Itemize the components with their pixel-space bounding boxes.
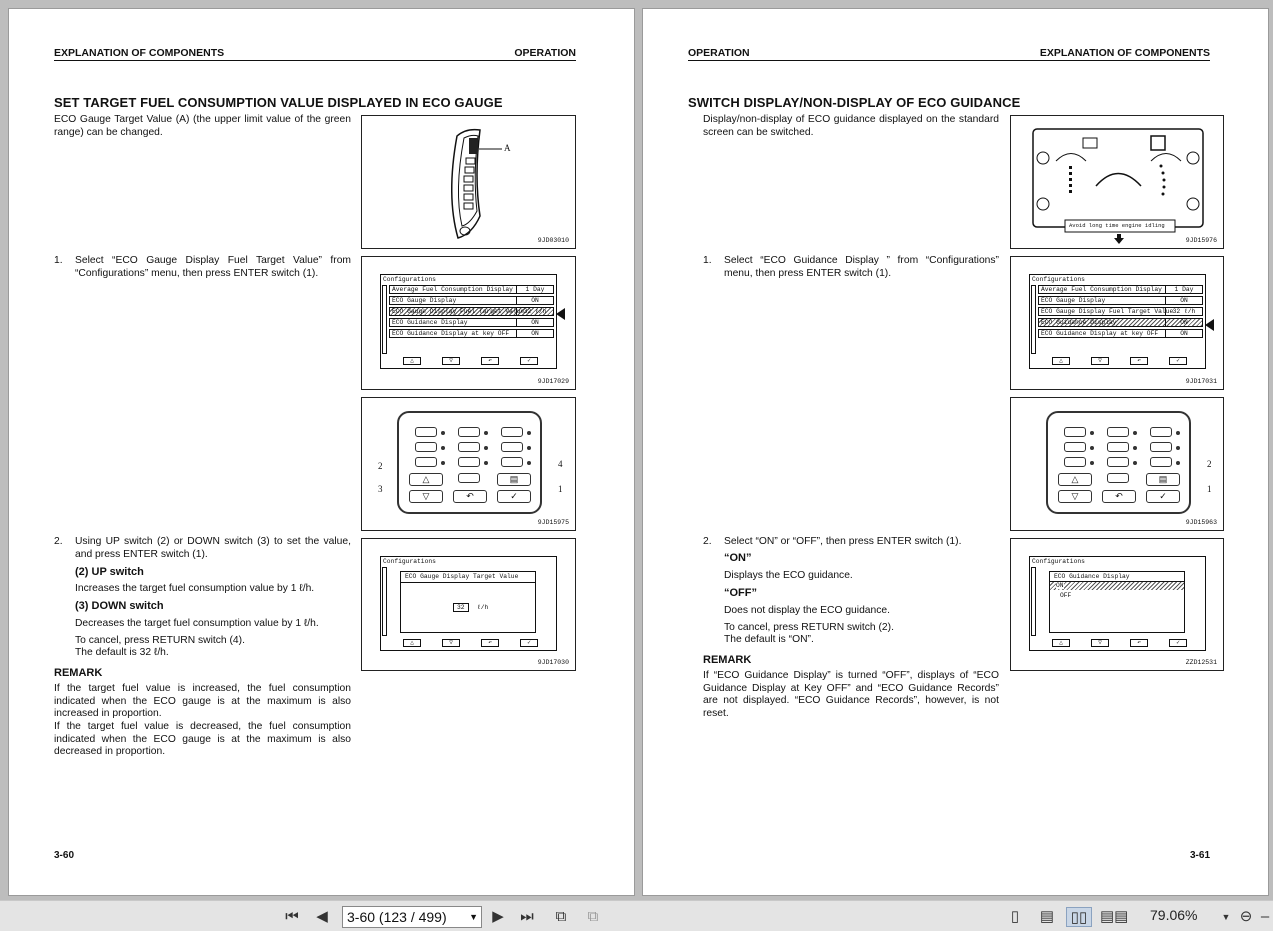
figure-code: 9JD17029: [537, 378, 569, 385]
return-icon: ↶: [481, 639, 499, 647]
continuous-view-icon[interactable]: ▤: [1039, 908, 1055, 925]
eco-gauge-figure: [361, 115, 576, 249]
option-off: OFF: [1060, 592, 1072, 599]
two-page-continuous-view-icon[interactable]: ▤▤: [1100, 908, 1129, 925]
eco-guidance-message: Avoid long time engine idling: [1069, 222, 1165, 229]
enter-icon: ✓: [1169, 357, 1187, 365]
callout-1: 1: [558, 484, 563, 494]
menu-row: ECO Guidance Display at key OFF ON: [389, 329, 554, 338]
page-right: [642, 8, 1269, 896]
remark-text: If “ECO Guidance Display” is turned “OFF”, displays of “ECO Guidance Display at Key OFF” and “ECO Guidance Records” are not displayed. “ECO Guidance Records”, however, is not reset.: [703, 670, 999, 720]
down-switch: ▽: [1058, 490, 1092, 503]
cancel-text: To cancel, press RETURN switch (2).: [724, 622, 894, 633]
callout-1: 1: [1207, 484, 1212, 494]
intro-text: ECO Gauge Target Value (A) (the upper limit value of the green range) can be changed.: [54, 114, 351, 138]
up-icon: △: [1052, 639, 1070, 647]
up-icon: △: [1052, 357, 1070, 365]
page-number-value: 3-60 (123 / 499): [347, 909, 447, 925]
scrollbar: [382, 285, 387, 354]
return-switch: ▤: [497, 473, 531, 486]
step-1-number: 1.: [703, 255, 712, 266]
switch-panel: [1046, 411, 1191, 514]
menu-row: ECO Gauge Display ON: [1038, 296, 1203, 305]
figure-code: ZZD12531: [1185, 659, 1217, 666]
target-value-dialog-figure: [361, 538, 576, 671]
enter-icon: ✓: [520, 357, 538, 365]
step-2-text: Using UP switch (2) or DOWN switch (3) to set the value, and press ENTER switch (1).: [75, 536, 351, 560]
header-right: EXPLANATION OF COMPONENTS: [1039, 47, 1210, 59]
page-number: 3-61: [1189, 850, 1210, 861]
callout-4: 4: [558, 459, 563, 469]
viewer-toolbar: [0, 900, 1273, 931]
down-switch-heading: (3) DOWN switch: [75, 600, 164, 612]
step-2-number: 2.: [54, 536, 63, 547]
step-2-number: 2.: [703, 536, 712, 547]
section-title: SET TARGET FUEL CONSUMPTION VALUE DISPLAYED IN ECO GAUGE: [54, 95, 503, 110]
gauge-callout-a: A: [504, 143, 511, 153]
return-icon: ↶: [481, 357, 499, 365]
zoom-out-icon[interactable]: ⊖: [1239, 908, 1253, 925]
figure-code: 9JD15963: [1185, 519, 1217, 526]
intro-text: Display/non-display of ECO guidance displayed on the standard screen can be switched.: [703, 114, 999, 138]
target-value-dialog: [400, 571, 536, 633]
figure-code: 9JD17031: [1185, 378, 1217, 385]
enter-switch: ✓: [497, 490, 531, 503]
step-2-text: Select “ON” or “OFF”, then press ENTER switch (1).: [724, 536, 962, 547]
guidance-dialog: [1049, 571, 1185, 633]
step-1-text: Select “ECO Guidance Display ” from “Configurations” menu, then press ENTER switch (1).: [724, 255, 999, 279]
menu-row-selected: ECO Guidance Display ON: [1038, 318, 1203, 327]
page-left: [8, 8, 635, 896]
header-right: OPERATION: [514, 47, 576, 59]
next-page-icon[interactable]: ▶: [492, 908, 504, 925]
pointer-arrow-icon: [1205, 319, 1214, 331]
configurations-screen: Configurations ECO Gauge Display Target Value 32 ℓ/h △ ▽ ↶ ✓: [380, 556, 557, 651]
monitor-figure: [1010, 115, 1224, 249]
step-1-number: 1.: [54, 255, 63, 266]
configurations-screen-figure: [1010, 256, 1224, 390]
header-left: EXPLANATION OF COMPONENTS: [54, 47, 225, 59]
up-icon: △: [403, 639, 421, 647]
menu-row: ECO Gauge Display ON: [389, 296, 554, 305]
menu-row: ECO Guidance Display at key OFF ON: [1038, 329, 1203, 338]
remark-heading: REMARK: [54, 667, 103, 679]
cancel-text: To cancel, press RETURN switch (4).: [75, 635, 245, 646]
step-1-text: Select “ECO Gauge Display Fuel Target Value” from “Configurations” menu, then press ENTER switch (1).: [75, 255, 351, 279]
enter-icon: ✓: [520, 639, 538, 647]
first-page-icon[interactable]: ⏮: [285, 908, 299, 925]
up-switch: △: [409, 473, 443, 486]
return-icon: ↶: [1130, 357, 1148, 365]
back-switch: ↶: [1102, 490, 1136, 503]
switch-panel: [397, 411, 542, 514]
up-icon: △: [403, 357, 421, 365]
two-page-view-icon[interactable]: ▯▯: [1066, 907, 1092, 927]
remark-heading: REMARK: [703, 654, 752, 666]
menu-row: Average Fuel Consumption Display 1 Day: [1038, 285, 1203, 294]
section-title: SWITCH DISPLAY/NON-DISPLAY OF ECO GUIDANCE: [688, 95, 1021, 110]
dialog-title: ECO Gauge Display Target Value: [405, 573, 519, 580]
menu-row-selected: ECO Gauge Display Fuel Target Value 32 ℓ/h: [389, 307, 554, 316]
callout-2: 2: [378, 461, 383, 471]
on-text: Displays the ECO guidance.: [724, 570, 853, 581]
chevron-down-icon[interactable]: ▼: [469, 912, 478, 922]
keypad-figure: [1010, 397, 1224, 531]
down-switch-text: Decreases the target fuel consumption value by 1 ℓ/h.: [75, 618, 319, 629]
up-switch-heading: (2) UP switch: [75, 566, 144, 578]
figure-code: 9JD15975: [537, 519, 569, 526]
configurations-screen-figure: [361, 256, 576, 390]
off-heading: “OFF”: [724, 587, 757, 599]
page-number: 3-60: [54, 850, 75, 861]
zoom-slider[interactable]: –: [1260, 908, 1270, 925]
menu-row: ECO Guidance Display ON: [389, 318, 554, 327]
menu-row: ECO Gauge Display Fuel Target Value 32 ℓ/h: [1038, 307, 1203, 316]
up-switch: △: [1058, 473, 1092, 486]
down-switch: ▽: [409, 490, 443, 503]
configurations-screen: [380, 274, 557, 369]
callout-2: 2: [1207, 459, 1212, 469]
down-icon: ▽: [442, 639, 460, 647]
default-text: The default is “ON”.: [724, 634, 814, 645]
header-left: OPERATION: [688, 47, 750, 59]
down-icon: ▽: [442, 357, 460, 365]
last-page-icon[interactable]: ⏭: [520, 908, 534, 925]
dialog-title: ECO Guidance Display: [1054, 573, 1130, 580]
target-value-unit: ℓ/h: [477, 604, 489, 611]
figure-code: 9JD15976: [1185, 237, 1217, 244]
enter-switch: ✓: [1146, 490, 1180, 503]
figure-code: 9JD03010: [537, 237, 569, 244]
callout-3: 3: [378, 484, 383, 494]
off-text: Does not display the ECO guidance.: [724, 605, 890, 616]
screen-button-bar: [403, 357, 538, 366]
up-switch-text: Increases the target fuel consumption value by 1 ℓ/h.: [75, 583, 315, 594]
screen-title: Configurations: [383, 276, 436, 283]
go-back-view-icon[interactable]: ⧉: [555, 908, 567, 925]
page-header: [54, 47, 576, 61]
back-switch: ↶: [453, 490, 487, 503]
configurations-screen: Configurations ECO Guidance Display ON OFF △ ▽ ↶ ✓: [1029, 556, 1206, 651]
down-icon: ▽: [1091, 357, 1109, 365]
menu-row: Average Fuel Consumption Display 1 Day: [389, 285, 554, 294]
monitor-illustration: [1011, 116, 1225, 250]
zoom-dropdown-icon[interactable]: ▼: [1221, 912, 1231, 922]
remark-text-2: If the target fuel value is decreased, the fuel consumption indicated when the ECO gauge is at the maximum is also decreased in proportion.: [54, 721, 351, 758]
previous-page-icon[interactable]: ◀: [316, 908, 328, 925]
pointer-arrow-icon: [556, 308, 565, 320]
down-icon: ▽: [1091, 639, 1109, 647]
zoom-level[interactable]: 79.06%: [1150, 907, 1198, 923]
default-text: The default is 32 ℓ/h.: [75, 647, 169, 658]
guidance-dialog-figure: [1010, 538, 1224, 671]
remark-text-1: If the target fuel value is increased, the fuel consumption indicated when the ECO gauge is at the maximum is also increased in proportion.: [54, 683, 351, 720]
enter-icon: ✓: [1169, 639, 1187, 647]
single-page-view-icon[interactable]: ▯: [1010, 908, 1020, 925]
configurations-screen: Configurations Average Fuel Consumption Display 1 Day ECO Gauge Display ON ECO Gauge Display Fuel Target Value 32 ℓ/h ECO Guidance Display ON ECO Guidance Display at key OFF ON △ ▽ ↶ ✓: [1029, 274, 1206, 369]
return-switch: ▤: [1146, 473, 1180, 486]
return-icon: ↶: [1130, 639, 1148, 647]
target-value-field: 32: [453, 603, 469, 612]
option-on-selected: ON: [1050, 581, 1184, 590]
keypad-figure: [361, 397, 576, 531]
eco-gauge-illustration: [362, 116, 577, 250]
page-number-field[interactable]: [342, 906, 482, 928]
on-heading: “ON”: [724, 552, 752, 564]
go-forward-view-icon[interactable]: ⧉: [587, 908, 599, 925]
page-header: [688, 47, 1210, 61]
figure-code: 9JD17030: [537, 659, 569, 666]
